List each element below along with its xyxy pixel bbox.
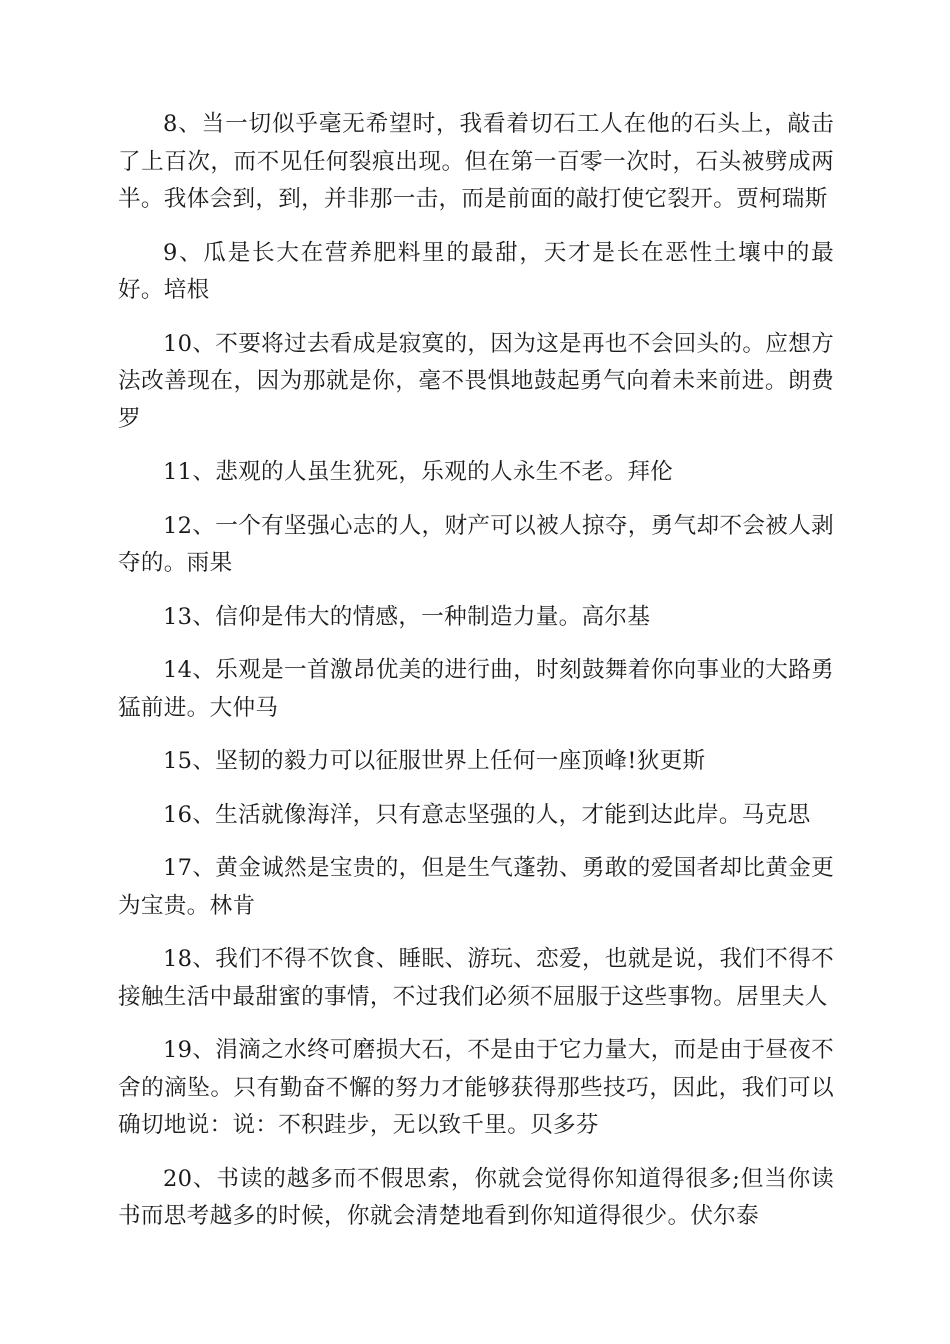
quote-14: 14、乐观是一首激昂优美的进行曲，时刻鼓舞着你向事业的大路勇猛前进。大仲马 — [118, 657, 834, 721]
quote-20: 20、书读的越多而不假思索，你就会觉得你知道得很多;但当你读书而思考越多的时候，你就会清楚地看到你知道得很少。伏尔泰 — [118, 1165, 834, 1229]
quote-18: 18、我们不得不饮食、睡眠、游玩、恋爱，也就是说，我们不得不接触生活中最甜蜜的事情，不过我们必须不屈服于这些事物。居里夫人 — [118, 946, 834, 1010]
quote-8: 8、当一切似乎毫无希望时，我看着切石工人在他的石头上，敲击了上百次，而不见任何裂痕出现。但在第一百零一次时，石头被劈成两半。我体会到，到，并非那一击，而是前面的敲打使它裂开。贾柯瑞斯 — [118, 111, 834, 212]
quote-13: 13、信仰是伟大的情感，一种制造力量。高尔基 — [163, 603, 651, 630]
quote-12: 12、一个有坚强心志的人，财产可以被人掠夺，勇气却不会被人剥夺的。雨果 — [118, 512, 834, 576]
quote-10: 10、不要将过去看成是寂寞的，因为这是再也不会回头的。应想方法改善现在，因为那就是你，毫不畏惧地鼓起勇气向着未来前进。朗费罗 — [118, 330, 834, 432]
quote-9: 9、瓜是长大在营养肥料里的最甜，天才是长在恶性土壤中的最好。培根 — [118, 239, 834, 303]
quote-15: 15、坚韧的毅力可以征服世界上任何一座顶峰!狄更斯 — [163, 748, 706, 774]
quote-list — [118, 106, 834, 1252]
quote-19: 19、涓滴之水终可磨损大石，不是由于它力量大，而是由于昼夜不舍的滴坠。只有勤奋不懈的努力才能够获得那些技巧，因此，我们可以确切地说：说：不积跬步，无以致千里。贝多芬 — [118, 1037, 834, 1138]
quote-17: 17、黄金诚然是宝贵的，但是生气蓬勃、勇敢的爱国者却比黄金更为宝贵。林肯 — [118, 855, 834, 919]
quote-11: 11、悲观的人虽生犹死，乐观的人永生不老。拜伦 — [163, 459, 674, 485]
quote-16: 16、生活就像海洋，只有意志坚强的人，才能到达此岸。马克思 — [163, 801, 811, 828]
